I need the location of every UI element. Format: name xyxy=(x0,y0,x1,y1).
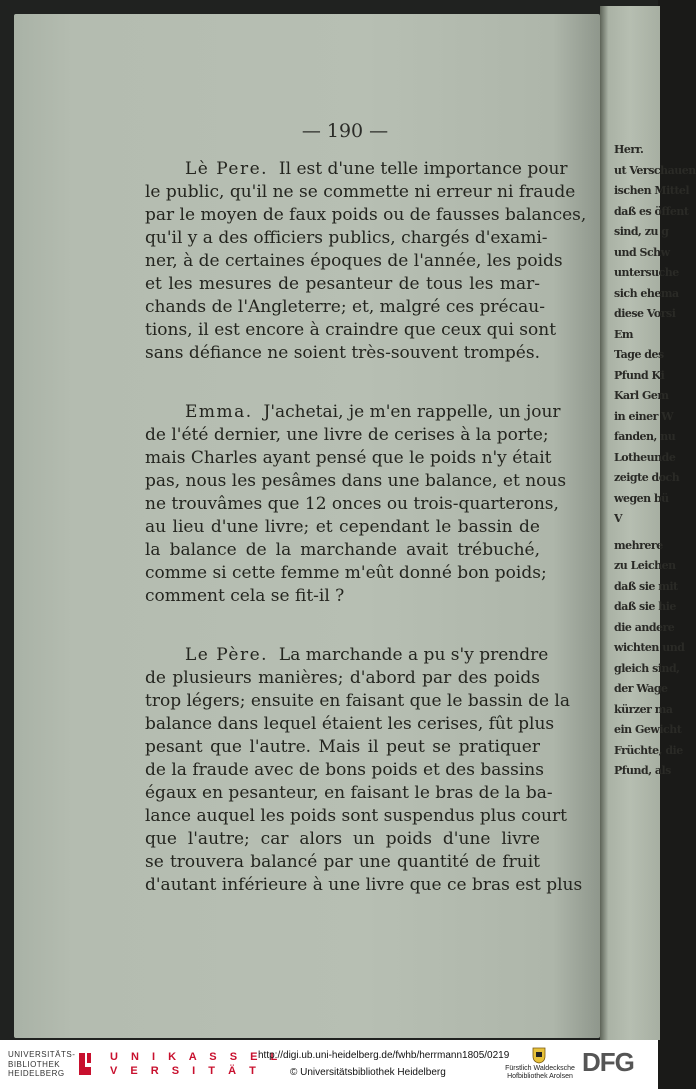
facing-page-line: sich ehema xyxy=(614,286,679,300)
facing-page-line: der Wage xyxy=(614,682,668,695)
line-text: La marchande a pu s'y prendre xyxy=(278,645,549,665)
facing-page-line: in einer W xyxy=(614,409,674,423)
page-number: — 190 — xyxy=(301,120,389,142)
text-line: trop légers; ensuite en faisant que le bassin de la xyxy=(145,691,571,711)
text-line xyxy=(145,401,561,424)
text-line: lance auquel les poids sont suspendus plus court xyxy=(145,806,567,826)
text-line: sans défiance ne soient très-souvent trompés. xyxy=(145,343,540,363)
text-line: de plusieurs manières; d'abord par des poids xyxy=(145,668,540,688)
facing-page-line: daß sie mit xyxy=(614,579,678,593)
facing-page-line: Em xyxy=(614,327,634,341)
facing-page-line: mehrere xyxy=(614,538,663,552)
arolsen-library-logo[interactable]: Fürstlich Waldecksche Hofbibliothek Arolsen xyxy=(505,1065,575,1080)
facing-page-line: zeigte doch xyxy=(614,471,680,484)
facing-page-line: fanden, nu xyxy=(614,430,676,443)
facing-page-line: V xyxy=(614,512,623,525)
facing-page-line: gleich sind, xyxy=(614,661,680,675)
facing-page-line: wichten und xyxy=(614,641,685,654)
facing-page-line: ut Verschauen xyxy=(614,163,696,177)
text-line: le public, qu'il ne se commette ni erreur ni fraude xyxy=(145,182,576,202)
text-line: au lieu d'une livre; et cependant le bassin de xyxy=(145,517,540,537)
text-line xyxy=(145,644,549,667)
facing-page-text xyxy=(614,140,696,782)
text-line: et les mesures de pesanteur de tous les mar- xyxy=(145,274,540,294)
text-line: balance dans lequel étaient les cerises, fût plus xyxy=(145,714,555,734)
page-body xyxy=(145,158,587,897)
facing-page-line: kürzer ma xyxy=(614,702,673,716)
paragraph-gap xyxy=(145,365,540,401)
speaker-name: Le Père. xyxy=(185,645,269,665)
text-line: se trouvera balancé par une quantité de fruit xyxy=(145,852,540,872)
facing-page-line: Lotheunde xyxy=(614,450,676,464)
text-line: tions, il est encore à craindre que ceux qui sont xyxy=(145,320,557,340)
copyright-notice: © Universitätsbibliothek Heidelberg xyxy=(290,1067,446,1078)
facing-page-line: ein Gewicht xyxy=(614,723,682,736)
kassel-logo-icon xyxy=(76,1051,94,1077)
text-line: la balance de la marchande avait trébuché, xyxy=(145,540,540,560)
text-line: égaux en pesanteur, en faisant le bras de la ba- xyxy=(145,783,553,803)
facing-page-line: sind, zu g xyxy=(614,225,669,238)
speaker-name: Emma. xyxy=(185,402,253,422)
waldeck-crest-icon xyxy=(532,1046,546,1064)
speaker-name: Lè Pere. xyxy=(185,159,269,179)
facing-page-line: Karl Gem xyxy=(614,389,669,402)
facing-page-line: Tage des xyxy=(614,348,664,361)
text-line: par le moyen de faux poids ou de fausses balances, xyxy=(145,205,587,225)
facing-page-line: Pfund, als xyxy=(614,764,671,777)
facing-page-line: Früchte, die xyxy=(614,743,683,757)
facing-page-line: Pfund Ki xyxy=(614,368,665,382)
facing-page-line: ischen Mittel xyxy=(614,184,690,197)
text-line: de la fraude avec de bons poids et des bassins xyxy=(145,760,544,780)
text-line: pas, nous les pesâmes dans une balance, et nous xyxy=(145,471,567,491)
text-line: de l'été dernier, une livre de cerises à la porte; xyxy=(145,425,549,445)
facing-page-line: diese Vorsi xyxy=(614,307,676,320)
kassel-university-logo[interactable]: U N I K A S S E L V E R S I T Ä T xyxy=(110,1051,283,1077)
paragraph-gap xyxy=(145,608,540,644)
facing-page-line: daß sie hie xyxy=(614,600,676,613)
facing-page-line: wegen bü xyxy=(614,491,669,505)
text-line: comme si cette femme m'eût donné bon poids; xyxy=(145,563,547,583)
text-line: qu'il y a des officiers publics, chargés d'exami- xyxy=(145,228,548,248)
heidelberg-library-logo[interactable]: UNIVERSITÄTS- BIBLIOTHEK HEIDELBERG xyxy=(8,1050,76,1078)
facing-page-line: und Schw xyxy=(614,245,670,259)
text-line: chands de l'Angleterre; et, malgré ces précau- xyxy=(145,297,545,317)
text-line: mais Charles ayant pensé que le poids n'y était xyxy=(145,448,552,468)
text-line xyxy=(145,158,568,181)
dfg-logo[interactable]: DFG xyxy=(582,1047,634,1077)
facing-page-line: zu Leichen xyxy=(614,559,676,572)
permalink[interactable]: http://digi.ub.uni-heidelberg.de/fwhb/herrmann1805/0219 xyxy=(258,1050,510,1061)
text-line: pesant que l'autre. Mais il peut se pratiquer xyxy=(145,737,540,757)
text-line: que l'autre; car alors un poids d'une livre xyxy=(145,829,540,849)
line-text: J'achetai, je m'en rappelle, un jour xyxy=(263,402,561,422)
text-line: d'autant inférieure à une livre que ce bras est plus xyxy=(145,875,583,895)
text-line: ne trouvâmes que 12 onces ou trois-quarterons, xyxy=(145,494,559,514)
facing-page-line: untersuche xyxy=(614,266,679,279)
facing-page-line: daß es öffent xyxy=(614,204,689,218)
facing-page-line: Herr. xyxy=(614,143,644,156)
text-line: ner, à de certaines époques de l'année, les poids xyxy=(145,251,563,271)
text-line: comment cela se fit-il ? xyxy=(145,586,345,606)
line-text: Il est d'une telle importance pour xyxy=(278,159,568,179)
viewer-footer xyxy=(0,1040,658,1089)
facing-page-line: die andere xyxy=(614,620,675,634)
